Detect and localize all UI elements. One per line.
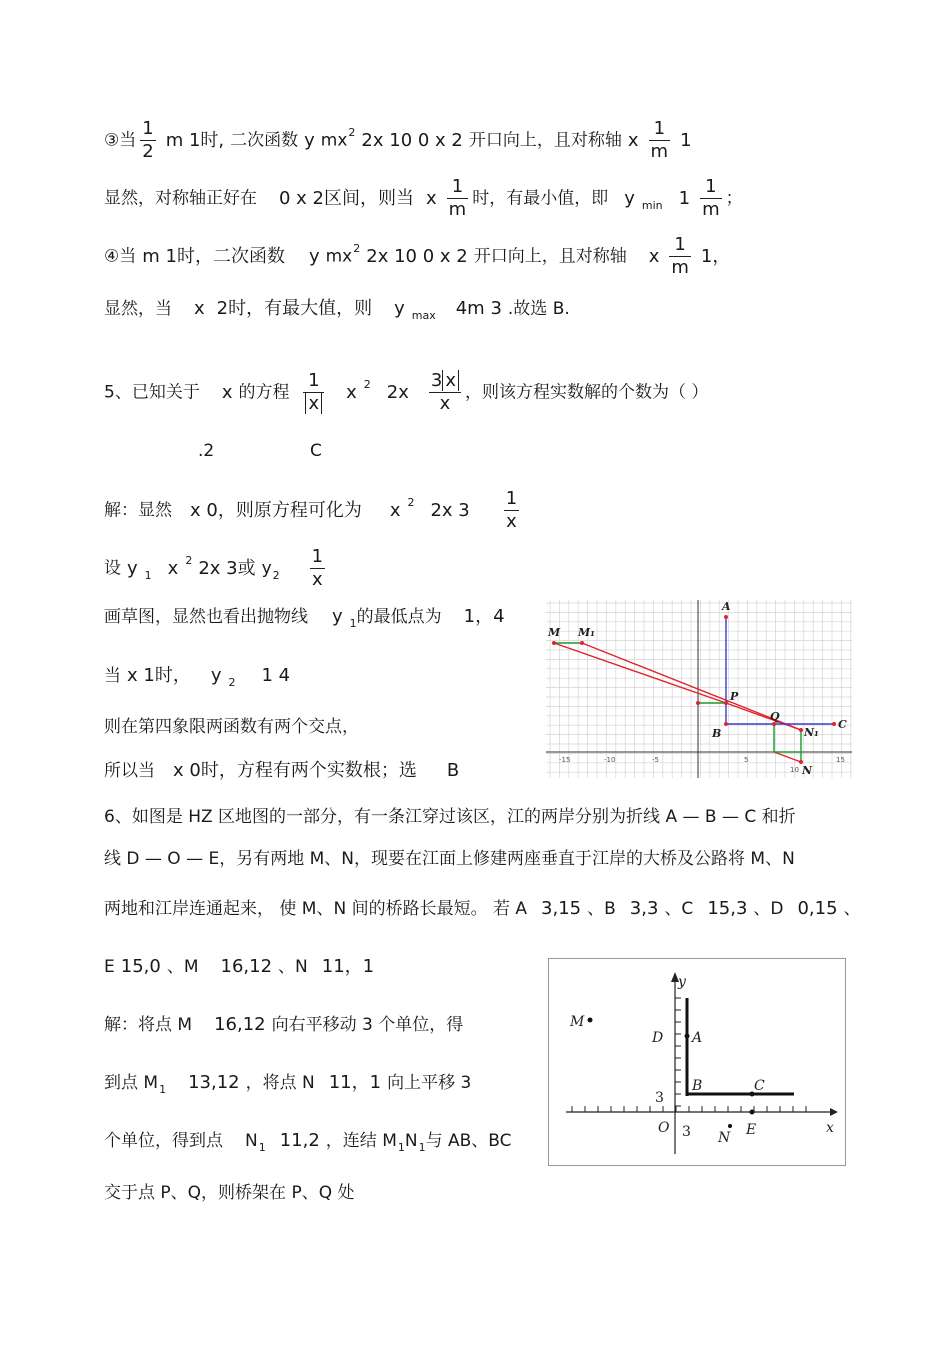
point-n	[728, 1124, 732, 1128]
sol5-line3: 画草图，显然也看出抛物线 y $_1$的最低点为 1，4	[104, 606, 505, 630]
label-y: y	[678, 974, 686, 990]
label-n: N	[718, 1130, 731, 1146]
label-b: B	[692, 1078, 703, 1094]
label-x: x	[826, 1120, 834, 1136]
label-3-y: 3	[655, 1090, 664, 1106]
grid-graph	[546, 600, 852, 778]
max-line: 显然，当 x 2时，有最大值，则 y $_{max}$ 4m 3 .故选 B.	[104, 298, 570, 322]
q6-line2: 线 D — O — E，另有两地 M、N，现要在江面上修建两座垂直于江岸的大桥及公路将 M、N	[104, 849, 795, 869]
label-o: O	[658, 1120, 670, 1136]
point-m	[588, 1018, 593, 1023]
sol6-line3: 个单位，得到点 $N_1$ 11,2 ，连结 $M_1N_1$与 AB、BC	[104, 1130, 512, 1154]
option-2: .2	[198, 441, 215, 461]
tick-5: 5	[744, 756, 749, 764]
q6-line3: 两地和江岸连通起来， 使 M、N 间的桥路长最短。 若 A 3,15 、B 3,3 、C 15,3 、D 0,15 、	[104, 898, 861, 919]
sol5-line1: 解：显然 x 0，则原方程可化为 x $^2$ 2x 3 $\frac{1}{x}$	[104, 488, 518, 532]
sol5-line2: 设 y $_1$ x $^2$ 2x 3或 $y_2$ $\frac{1}{x}$	[104, 546, 324, 590]
tick-neg10: -10	[604, 756, 616, 764]
label-c: C	[838, 718, 847, 731]
river-map	[548, 958, 846, 1166]
figure-parabola-grid	[546, 600, 852, 778]
tick-neg5: -5	[652, 756, 659, 764]
label-n1: N₁	[804, 726, 819, 739]
tick-15: 15	[836, 756, 845, 764]
label-m: M	[548, 626, 561, 639]
symmetry-line: 显然，对称轴正好在 0 x 2区间，则当 x $\frac{1}{m}$ 时，有最小值，即 y $_{min}$ 1 $\frac{1}{m}$ ；	[104, 176, 743, 220]
sol6-line2: 到点 $M_1$ 13,12 ，将点 N 11，1 向上平移 3	[104, 1072, 472, 1096]
figure-river-map	[548, 958, 846, 1166]
sol6-line1: 解：将点 M 16,12 向右平移动 3 个单位，得	[104, 1014, 464, 1035]
label-3-x: 3	[682, 1124, 691, 1140]
tick-10: 10	[790, 766, 799, 774]
q6-line4: E 15,0 、M 16,12 、N 11，1	[104, 956, 375, 977]
label-q: Q	[770, 710, 780, 723]
label-b: B	[712, 727, 722, 740]
q6-line1: 6、如图是 HZ 区地图的一部分，有一条江穿过该区，江的两岸分别为折线 A — B — C 和折	[104, 807, 796, 827]
label-a: A	[692, 1030, 703, 1046]
tick-neg15: -15	[559, 756, 571, 764]
label-p: P	[730, 690, 739, 703]
label-n: N	[802, 764, 813, 777]
label-d: D	[652, 1030, 664, 1046]
option-c: C	[310, 441, 322, 461]
fraction-1-over-m: $\frac{1}{m}$	[650, 118, 669, 162]
label-m: M	[570, 1014, 585, 1030]
case4-line: ④当 m 1时，二次函数 y $mx^2$ 2x 10 0 x 2 开口向上，且对称轴 x $\frac{1}{m}$ 1，	[104, 234, 731, 278]
label-m1: M₁	[578, 626, 595, 639]
question-5: 5、已知关于 x 的方程 $\frac{1}{x}$ x $^2$ 2x $\frac{3 x}{x}$ ，则该方程实数解的个数为（ ）	[104, 370, 709, 414]
sol5-line5: 则在第四象限两函数有两个交点，	[104, 717, 359, 737]
sol5-line6: 所以当 x 0时，方程有两个实数根；选 B	[104, 760, 460, 781]
sol6-line4: 交于点 P、Q，则桥架在 P、Q 处	[104, 1183, 355, 1203]
label-a: A	[722, 600, 731, 613]
case3-line: ③当 $\frac{1}{2}$ m 1时, 二次函数 y $mx^2$ 2x 10 0 x 2 开口向上，且对称轴 x $\frac{1}{m}$ 1	[104, 118, 692, 162]
fraction-half: $\frac{1}{2}$	[142, 118, 154, 162]
label-c: C	[754, 1078, 765, 1094]
sol5-line4: 当 x 1时， y $_2$ 1 4	[104, 665, 291, 689]
label-e: E	[746, 1122, 757, 1138]
